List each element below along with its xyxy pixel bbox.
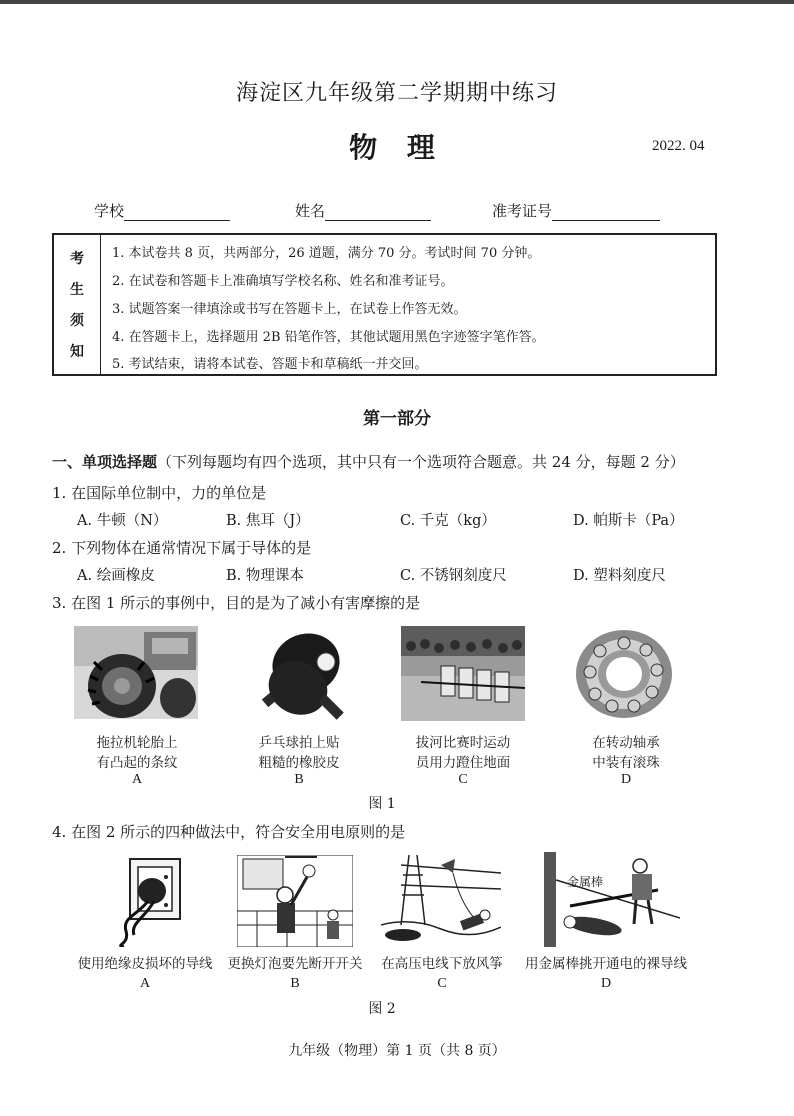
question-2-stem: 2. 下列物体在通常情况下属于导体的是 <box>52 539 312 557</box>
notice-item: 2. 在试卷和答题卡上准确填写学校名称、姓名和准考证号。 <box>112 274 454 289</box>
section-instruction: （下列每题均有四个选项，其中只有一个选项符合题意。共 24 分，每题 2 分） <box>157 453 685 471</box>
fig1-letter-c[interactable]: C <box>458 772 468 787</box>
fig1-caption-a: 拖拉机轮胎上 有凸起的条纹 <box>96 735 178 771</box>
notice-item: 4. 在答题卡上，选择题用 2B 铅笔作答，其他试题用黑色字迹签字笔作答。 <box>112 330 545 345</box>
notice-item: 1. 本试卷共 8 页，共两部分，26 道题，满分 70 分。考试时间 70 分钟。 <box>112 246 541 261</box>
exam-id-label: 准考证号 <box>492 202 553 220</box>
notice-heading: 考 生 须 知 <box>54 235 101 374</box>
q1-option-a[interactable]: A. 牛顿（N） <box>77 513 168 529</box>
q1-option-b[interactable]: B. 焦耳（J） <box>226 513 310 529</box>
exam-id-blank[interactable] <box>552 204 660 221</box>
question-4-stem: 4. 在图 2 所示的四种做法中，符合安全用电原则的是 <box>52 823 406 841</box>
exam-date: 2022. 04 <box>652 138 705 154</box>
subject-title: 物 理 <box>349 131 445 164</box>
kite-power-line-drawing <box>381 855 501 947</box>
changing-bulb-drawing <box>237 855 353 947</box>
part-title: 第一部分 <box>363 409 431 429</box>
figure-2-label: 图 2 <box>368 1001 396 1017</box>
tug-of-war-photo <box>401 626 525 721</box>
fig2-caption-a: 使用绝缘皮损坏的导线 <box>77 956 213 972</box>
metal-rod-label: 金属棒 <box>567 875 604 889</box>
fig2-letter-a[interactable]: A <box>139 976 151 991</box>
q2-option-b[interactable]: B. 物理课本 <box>226 568 304 584</box>
fig1-caption-d: 在转动轴承 中装有滚珠 <box>592 735 660 771</box>
question-1-stem: 1. 在国际单位制中，力的单位是 <box>52 484 267 502</box>
school-blank[interactable] <box>124 204 230 221</box>
fig1-caption-c: 拔河比赛时运动 员用力蹬住地面 <box>415 735 511 771</box>
fig2-caption-b: 更换灯泡要先断开开关 <box>227 956 363 972</box>
figure-1-label: 图 1 <box>368 796 396 812</box>
fig1-letter-a[interactable]: A <box>131 772 143 787</box>
tractor-tire-photo <box>74 626 198 719</box>
q2-option-d[interactable]: D. 塑料刻度尺 <box>573 568 666 584</box>
section-heading <box>52 451 685 472</box>
fig1-letter-d[interactable]: D <box>620 772 632 787</box>
fig1-letter-b[interactable]: B <box>294 772 304 787</box>
notice-item: 3. 试题答案一律填涂或书写在答题卡上，在试卷上作答无效。 <box>112 302 467 317</box>
metal-rod-drawing <box>540 852 680 947</box>
section-label: 一、单项选择题 <box>52 453 158 471</box>
fig2-caption-d: 用金属棒挑开通电的裸导线 <box>525 956 687 972</box>
scan-edge <box>0 0 794 4</box>
name-label: 姓名 <box>295 202 326 220</box>
q1-option-d[interactable]: D. 帕斯卡（Pa） <box>573 513 684 529</box>
fig2-letter-c[interactable]: C <box>437 976 447 991</box>
q1-option-c[interactable]: C. 千克（kg） <box>400 513 496 529</box>
damaged-wire-drawing <box>108 855 188 947</box>
exam-title: 海淀区九年级第二学期期中练习 <box>235 81 558 106</box>
school-label: 学校 <box>94 202 125 220</box>
school-field[interactable] <box>94 200 230 221</box>
fig2-caption-c: 在高压电线下放风筝 <box>381 956 503 972</box>
notice-item: 5. 考试结束，请将本试卷、答题卡和草稿纸一并交回。 <box>112 357 428 372</box>
fig2-letter-b[interactable]: B <box>290 976 300 991</box>
page-footer: 九年级（物理）第 1 页（共 8 页） <box>288 1043 506 1059</box>
q2-option-a[interactable]: A. 绘画橡皮 <box>77 568 155 584</box>
q2-option-c[interactable]: C. 不锈钢刻度尺 <box>400 568 507 584</box>
ping-pong-paddles-picture <box>236 626 360 721</box>
fig1-caption-b: 乒乓球拍上贴 粗糙的橡胶皮 <box>258 735 340 771</box>
ball-bearing-picture <box>562 626 686 721</box>
name-blank[interactable] <box>325 204 431 221</box>
question-3-stem: 3. 在图 1 所示的事例中，目的是为了减小有害摩擦的是 <box>52 594 421 612</box>
exam-id-field[interactable] <box>492 200 660 221</box>
fig2-letter-d[interactable]: D <box>600 976 612 991</box>
notice-box <box>52 233 717 376</box>
name-field[interactable] <box>295 200 431 221</box>
